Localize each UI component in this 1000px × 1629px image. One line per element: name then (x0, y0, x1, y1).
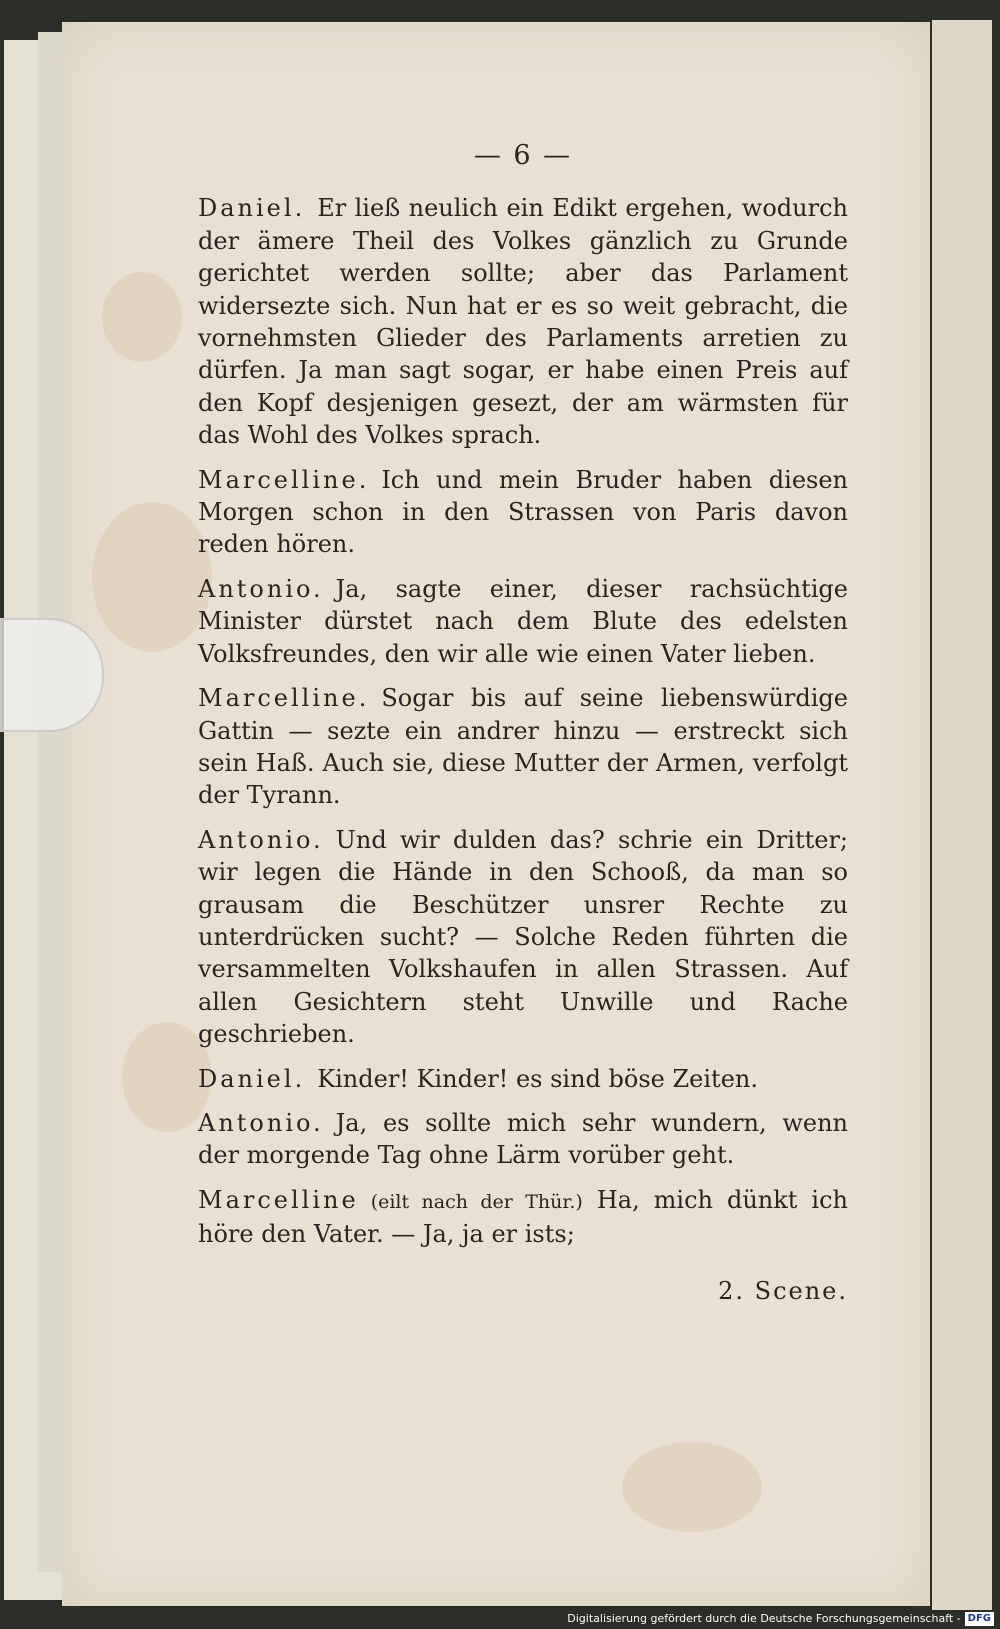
digitization-footer (567, 1612, 994, 1626)
dialogue-paragraph (198, 1063, 848, 1095)
dialogue-text: Ja, es sollte mich sehr wundern, wenn der morgende Tag ohne Lärm vorüber geht. (198, 1108, 848, 1170)
speaker-name: Marcelline. (198, 684, 370, 713)
dfg-logo: DFG (965, 1612, 994, 1626)
dialogue-paragraph (198, 464, 848, 561)
dialogue-paragraph (198, 824, 848, 1051)
footer-text: Digitalisierung gefördert durch die Deutsche Forschungsgemeinschaft - (567, 1612, 961, 1625)
page-clip (0, 618, 104, 732)
speaker-name: Marcelline. (198, 465, 370, 494)
paper-stain (102, 272, 182, 362)
dialogue-paragraph (198, 682, 848, 812)
dialogue-text: Er ließ neulich ein Edikt ergehen, wodurch der ämere Theil des Volkes gänzlich zu Grunde gerichtet werden sollte; aber das Parlament widersezte sich. Nun hat er es so weit gebracht, die vornehmsten Glieder des Parlaments arretien zu dürfen. Ja man sagt sogar, er habe einen Preis auf den Kopf desjenigen gesezt, der am wärmsten für das Wohl des Volkes sprach. (198, 194, 848, 450)
dialogue-text: Ja, sagte einer, dieser rachsüchtige Minister dürstet nach dem Blute des edelsten Volksfreundes, den wir alle wie einen Vater lieben. (198, 574, 848, 668)
page-text (198, 140, 848, 1307)
dialogue-paragraph (198, 573, 848, 670)
stage-direction: (eilt nach der Thür.) (370, 1190, 583, 1213)
speaker-name: Antonio. (198, 574, 324, 603)
catchword: 2. Scene. (718, 1276, 848, 1305)
speaker-name: Marcelline (198, 1185, 359, 1214)
dialogue-text: Und wir dulden das? schrie ein Dritter; wir legen die Hände in den Schooß, da man so grausam die Beschützer unsrer Rechte zu unterdrücken sucht? — Solche Reden führten die versammelten Volkshaufen in allen Strassen. Auf allen Gesichtern steht Unwille und Rache geschrieben. (198, 825, 848, 1049)
page-number: — 6 — (473, 140, 573, 171)
speaker-name: Antonio. (198, 1108, 324, 1137)
dialogue-text: Ha, mich dünkt ich höre den Vater. — Ja, ja er ists; (198, 1185, 849, 1249)
speaker-name: Daniel. (198, 1064, 306, 1093)
speaker-name: Daniel. (198, 194, 306, 223)
dialogue-text: Sogar bis auf seine liebenswürdige Gattin — sezte ein andrer hinzu — erstreckt sich sein Haß. Auch sie, diese Mutter der Armen, verfolgt der Tyrann. (198, 684, 848, 810)
facing-page-edge (932, 20, 992, 1610)
dialogue-text: Ich und mein Bruder haben diesen Morgen schon in den Strassen von Paris davon reden hören. (198, 465, 848, 559)
dialogue-paragraph (198, 1184, 848, 1251)
dialogue-text: Kinder! Kinder! es sind böse Zeiten. (317, 1064, 758, 1093)
paper-stain (92, 502, 212, 652)
dialogue-paragraph (198, 1107, 848, 1172)
dialogue-paragraph (198, 192, 848, 451)
speaker-name: Antonio. (198, 825, 324, 854)
paper-stain (622, 1442, 762, 1532)
